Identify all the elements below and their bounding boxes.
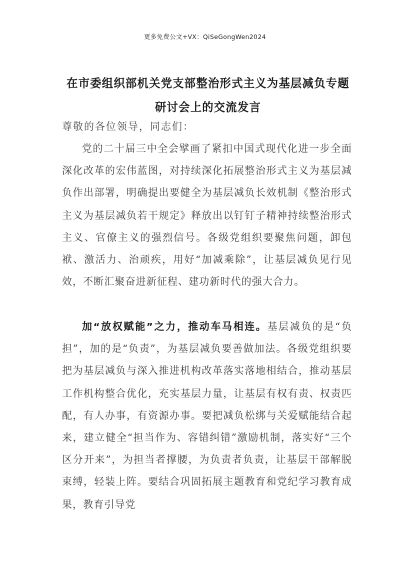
- paragraph-1-text: 党的二十届三中全会擘画了紧扣中国式现代化进一步全面深化改革的宏伟蓝图，对持续深化拓展整治形式主义为基层减负作出部署，明确提出要健全为基层减负长效机制《整治形式主义为基层减负若干规定》释放出以钉钉子精神持续整治形式主义、官僚主义的强烈信号。各级党组织要聚焦问题，卸包袱、激活力、治顽疾，用好“加减乘除”，让基层减负见行见效，不断汇聚奋进新征程、建功新时代的强大合力。: [62, 144, 352, 289]
- paragraph-2-text: 基层减负的是“负担”，加的是“负责”，为基层减负要善做加法。各级党组织要把为基层减负与深入推进机构改革落实落地相结合，推动基层工作机构整合优化，充实基层力量，让基层有权有责、权责匹配，有人办事，有资源办事。要把减负松绑与关爱赋能结合起来，建立健全“担当作为、容错纠错”激励机制，落实好“三个区分开来”，为担当者撑腰，为负责者负责，让基层干部解脱束缚，轻装上阵。要结合巩固拓展主题教育和党纪学习教育成果，教育引导党: [62, 322, 352, 511]
- header-note: 更多免费公文+VX：QiSeGongWen2024: [144, 34, 266, 41]
- document-title: 在市委组织部机关党支部整治形式主义为基层减负专题研讨会上的交流发言: [66, 77, 350, 114]
- paragraph-2: [62, 317, 352, 517]
- paragraph-2-lead: 加“放权赋能”之力，推动车马相连。: [82, 322, 268, 333]
- paragraph-1: [62, 139, 352, 294]
- salutation: 尊敬的各位领导，同志们：: [62, 122, 194, 133]
